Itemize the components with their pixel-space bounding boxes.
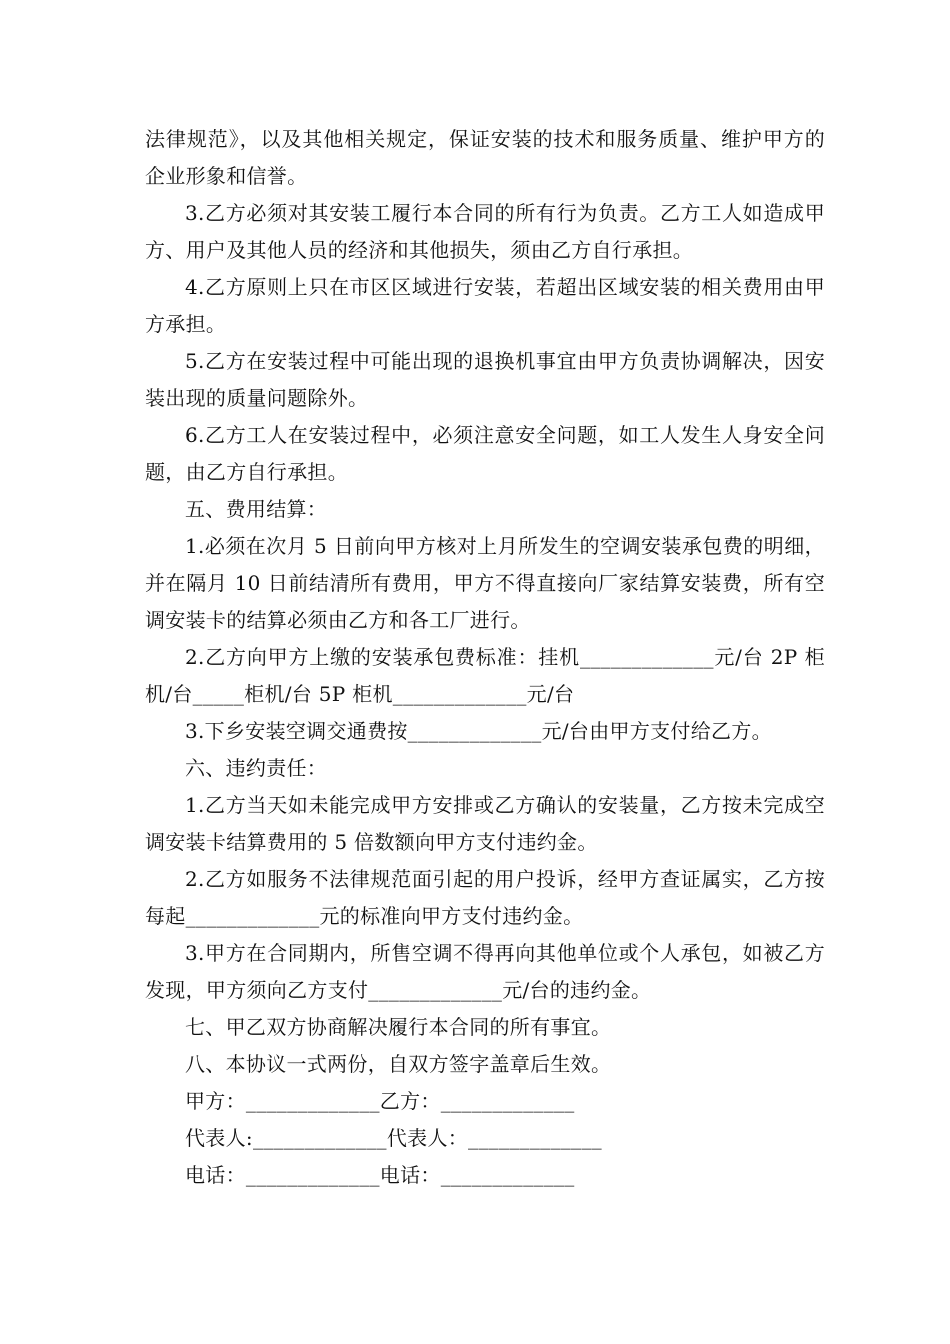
signature-parties-line: 甲方：_____________乙方：_____________	[185, 1089, 575, 1113]
signature-phones-line: 电话：_____________电话：_____________	[185, 1163, 575, 1187]
paragraph-clause-4-6: 6.乙方工人在安装过程中，必须注意安全问题，如工人发生人身安全问题，由乙方自行承担。	[145, 423, 825, 484]
paragraph-clause-5-2: 2.乙方向甲方上缴的安装承包费标准：挂机_____________元/台 2P 柜机/台_____柜机/台 5P 柜机_____________元/台	[145, 645, 825, 706]
paragraph-clause-6-3: 3.甲方在合同期内，所售空调不得再向其他单位或个人承包，如被乙方发现，甲方须向乙方支付_____________元/台的违约金。	[145, 941, 825, 1002]
paragraph-clause-5-1: 1.必须在次月 5 日前向甲方核对上月所发生的空调安装承包费的明细，并在隔月 10 日前结清所有费用，甲方不得直接向厂家结算安装费，所有空调安装卡的结算必须由乙方和各工厂进行。	[145, 534, 825, 632]
paragraph-clause-4-4: 4.乙方原则上只在市区区域进行安装，若超出区域安装的相关费用由甲方承担。	[145, 275, 825, 336]
paragraph-clause-4-3: 3.乙方必须对其安装工履行本合同的所有行为负责。乙方工人如造成甲方、用户及其他人员的经济和其他损失，须由乙方自行承担。	[145, 201, 825, 262]
paragraph-clause-4-5: 5.乙方在安装过程中可能出现的退换机事宜由甲方负责协调解决，因安装出现的质量问题除外。	[145, 349, 825, 410]
signature-representatives-line: 代表人:_____________代表人：_____________	[185, 1126, 602, 1150]
paragraph-clause-6-1: 1.乙方当天如未能完成甲方安排或乙方确认的安装量，乙方按未完成空调安装卡结算费用的 5 倍数额向甲方支付违约金。	[145, 793, 825, 854]
paragraph-clause-5-3: 3.下乡安装空调交通费按_____________元/台由甲方支付给乙方。	[185, 719, 772, 743]
section-heading-clause-7: 七、甲乙双方协商解决履行本合同的所有事宜。	[185, 1015, 612, 1039]
paragraph-standards-continued: 法律规范》，以及其他相关规定，保证安装的技术和服务质量、维护甲方的企业形象和信誉。	[145, 127, 825, 188]
document-body	[145, 121, 825, 1194]
section-heading-settlement: 五、费用结算：	[185, 497, 328, 521]
section-heading-clause-8: 八、本协议一式两份，自双方签字盖章后生效。	[185, 1052, 612, 1076]
paragraph-clause-6-2: 2.乙方如服务不法律规范面引起的用户投诉，经甲方查证属实，乙方按每起_____________元的标准向甲方支付违约金。	[145, 867, 825, 928]
section-heading-liability: 六、违约责任：	[185, 756, 328, 780]
